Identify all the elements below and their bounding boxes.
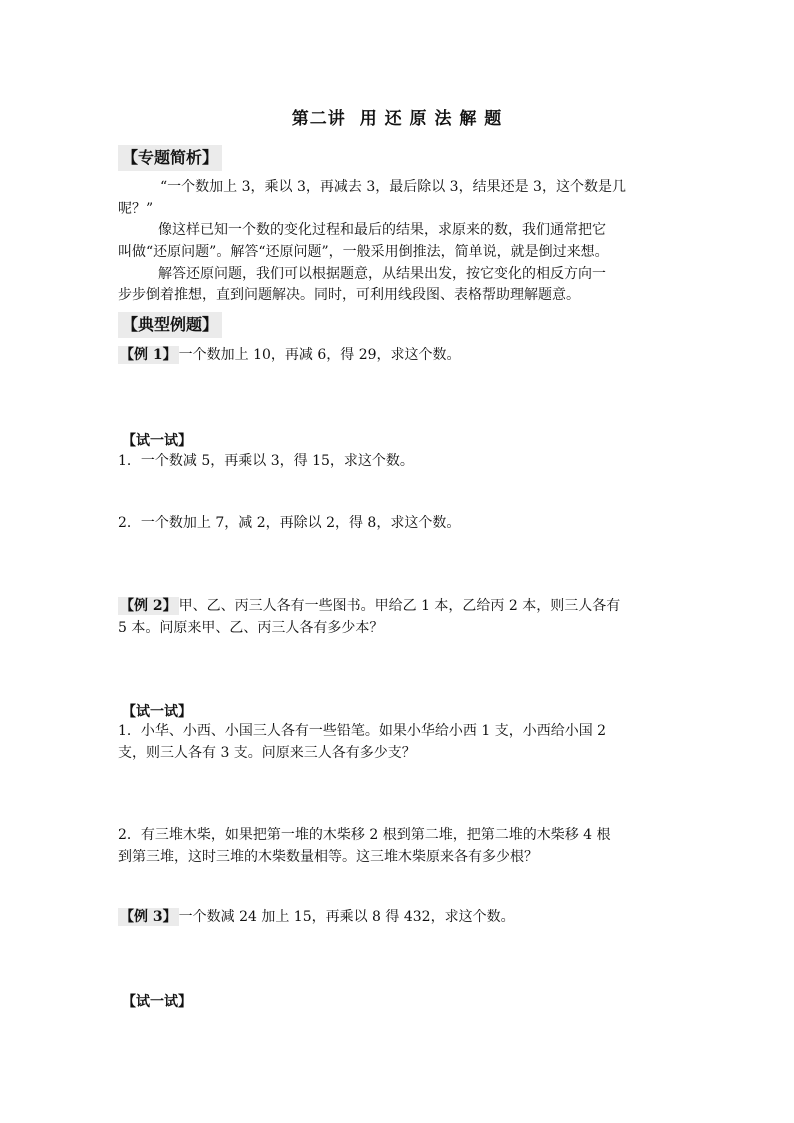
lecture-number: 第二讲 [291,109,346,129]
example-3-tag: 【例 3】 [120,909,177,925]
try-1-question-1: 1．一个数减 5，再乘以 3，得 15，求这个数。 [118,453,414,469]
try-2-question-1-line-2: 支，则三人各有 3 支。问原来三人各有多少支？ [118,745,416,761]
example-1 [118,345,678,366]
analysis-paragraph-1-line-1: “一个数加上 3，乘以 3，再减去 3，最后除以 3，结果还是 3，这个数是几 [160,179,626,195]
try-heading-3: 【试一试】 [122,994,192,1010]
example-2-line-1 [118,596,678,617]
try-heading-1: 【试一试】 [122,433,192,449]
lecture-topic: 用 还 原 法 解 题 [359,109,503,129]
example-2-text: 甲、乙、丙三人各有一些图书。甲给乙 1 本，乙给丙 2 本，则三人各有 [178,598,621,614]
section-heading-examples: 【典型例题】 [118,312,222,338]
example-3 [118,907,678,928]
example-2-tag: 【例 2】 [120,598,177,614]
analysis-paragraph-2-line-2: 叫做“还原问题”。解答“还原问题”，一般采用倒推法，简单说，就是倒过来想。 [118,244,609,260]
try-2-question-2-line-1: 2．有三堆木柴，如果把第一堆的木柴移 2 根到第二堆，把第二堆的木柴移 4 根 [118,827,611,843]
example-3-text: 一个数减 24 加上 15，再乘以 8 得 432，求这个数。 [178,909,515,925]
section-heading-analysis: 【专题简析】 [118,145,222,171]
analysis-paragraph-3-line-1: 解答还原问题，我们可以根据题意，从结果出发，按它变化的相反方向一 [158,266,606,282]
example-2-line-2: 5 本。问原来甲、乙、丙三人各有多少本？ [118,620,384,636]
analysis-paragraph-3-line-2: 步步倒着推想，直到问题解决。同时，可利用线段图、表格帮助理解题意。 [118,287,580,303]
try-2-question-1-line-1: 1．小华、小西、小国三人各有一些铅笔。如果小华给小西 1 支，小西给小国 2 [118,723,607,739]
try-heading-2: 【试一试】 [122,704,192,720]
analysis-paragraph-2-line-1: 像这样已知一个数的变化过程和最后的结果，求原来的数，我们通常把它 [158,222,606,238]
page-title [0,104,794,129]
try-1-question-2: 2．一个数加上 7，减 2，再除以 2，得 8，求这个数。 [118,515,461,531]
example-1-text: 一个数加上 10，再减 6，得 29，求这个数。 [178,347,461,363]
analysis-paragraph-1-line-2: 呢？” [118,201,154,217]
try-2-question-2-line-2: 到第三堆，这时三堆的木柴数量相等。这三堆木柴原来各有多少根？ [118,849,538,865]
example-1-tag: 【例 1】 [120,347,177,363]
